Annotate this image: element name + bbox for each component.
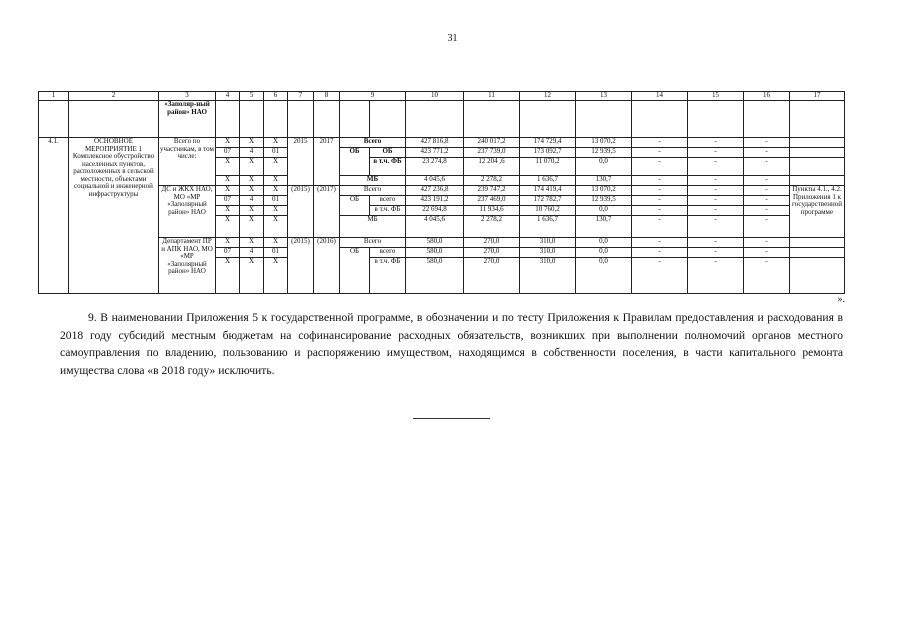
empty-cell xyxy=(406,101,464,138)
empty-cell xyxy=(688,101,744,138)
empty-cell xyxy=(216,101,240,138)
code-cell: 07 xyxy=(216,196,240,206)
code-cell: Х xyxy=(264,258,288,294)
code-cell: Х xyxy=(264,138,288,148)
dash-cell: - xyxy=(632,216,688,238)
item-number: 4.1. xyxy=(39,138,69,294)
amount-cell: 237 739,0 xyxy=(464,148,520,158)
empty-cell xyxy=(632,101,688,138)
amount-cell: 2 278,2 xyxy=(464,216,520,238)
empty-cell xyxy=(264,101,288,138)
amount-cell: 11 070,2 xyxy=(520,158,576,176)
empty-cell xyxy=(790,158,845,176)
empty-cell xyxy=(790,148,845,158)
dash-cell: - xyxy=(632,186,688,196)
funding-source: ОБ xyxy=(340,148,370,176)
budget-table xyxy=(38,91,844,294)
amount-cell: 173 092,7 xyxy=(520,148,576,158)
empty-cell xyxy=(790,176,845,186)
dash-cell: - xyxy=(632,148,688,158)
dash-cell: - xyxy=(688,216,744,238)
amount-cell: 11 934,6 xyxy=(464,206,520,216)
dash-cell: - xyxy=(688,148,744,158)
funding-source: ОБ xyxy=(340,248,370,294)
column-number-2: 2 xyxy=(69,92,159,101)
funding-subsource: в т.ч. ФБ xyxy=(370,258,406,294)
empty-cell xyxy=(790,138,845,148)
reference-note: Пункты 4.1., 4.2. Приложения 1 к государственной программе xyxy=(790,186,845,238)
column-number-10: 10 xyxy=(406,92,464,101)
column-number-7: 7 xyxy=(288,92,314,101)
column-number-8: 8 xyxy=(314,92,340,101)
amount-cell: 22 694,8 xyxy=(406,206,464,216)
amount-cell: 270,0 xyxy=(464,248,520,258)
code-cell: Х xyxy=(216,206,240,216)
end-year: 2017 xyxy=(314,138,340,186)
dash-cell: - xyxy=(688,258,744,294)
funding-source: Всего xyxy=(340,186,406,196)
column-number-6: 6 xyxy=(264,92,288,101)
amount-cell: 174 419,4 xyxy=(520,186,576,196)
code-cell: Х xyxy=(240,258,264,294)
data-row xyxy=(39,238,845,248)
code-cell: Х xyxy=(264,238,288,248)
funding-subsource: ОБ xyxy=(370,148,406,158)
dash-cell: - xyxy=(632,206,688,216)
dash-cell: - xyxy=(632,238,688,248)
start-year: 2015 xyxy=(288,138,314,186)
code-cell: Х xyxy=(216,216,240,238)
dash-cell: - xyxy=(632,248,688,258)
dash-cell: - xyxy=(744,176,790,186)
empty-cell xyxy=(790,258,845,294)
amount-cell: 12 939,5 xyxy=(576,196,632,206)
dash-cell: - xyxy=(688,248,744,258)
empty-cell xyxy=(744,101,790,138)
funding-subsource: всего xyxy=(370,248,406,258)
amount-cell: 130,7 xyxy=(576,216,632,238)
column-number-4: 4 xyxy=(216,92,240,101)
column-number-1: 1 xyxy=(39,92,69,101)
code-cell: 4 xyxy=(240,148,264,158)
amount-cell: 174 729,4 xyxy=(520,138,576,148)
dash-cell: - xyxy=(688,158,744,176)
executor-name: Департамент ПР и АПК НАО, МО «МР «Заполярный район» НАО xyxy=(159,238,216,294)
funding-subsource: в т.ч. ФБ xyxy=(370,158,406,176)
dash-cell: - xyxy=(744,248,790,258)
data-row xyxy=(39,138,845,148)
amount-cell: 580,0 xyxy=(406,258,464,294)
code-cell: Х xyxy=(240,238,264,248)
empty-cell xyxy=(314,101,340,138)
dash-cell: - xyxy=(744,148,790,158)
amount-cell: 0,0 xyxy=(576,258,632,294)
dash-cell: - xyxy=(688,206,744,216)
amount-cell: 10 760,2 xyxy=(520,206,576,216)
dash-cell: - xyxy=(744,258,790,294)
column-number-14: 14 xyxy=(632,92,688,101)
start-year: (2015) xyxy=(288,238,314,294)
amount-cell: 270,0 xyxy=(464,258,520,294)
funding-subsource: в т.ч. ФБ xyxy=(370,206,406,216)
amount-cell: 1 636,7 xyxy=(520,176,576,186)
column-number-3: 3 xyxy=(159,92,216,101)
dash-cell: - xyxy=(744,238,790,248)
amount-cell: 13 070,2 xyxy=(576,186,632,196)
amount-cell: 4 045,6 xyxy=(406,176,464,186)
dash-cell: - xyxy=(688,176,744,186)
amount-cell: 23 274,8 xyxy=(406,158,464,176)
code-cell: 4 xyxy=(240,196,264,206)
amount-cell: 239 747,2 xyxy=(464,186,520,196)
measure-name: ОСНОВНОЕ МЕРОПРИЯТИЕ 1 Комплексное обустройство населенных пунктов, расположенных в сельской местности, объектами социальной и инженерной инфраструктуры xyxy=(69,138,159,294)
executor-name: Всего по участникам, в том числе: xyxy=(159,138,216,186)
dash-cell: - xyxy=(744,138,790,148)
amount-cell: 310,0 xyxy=(520,248,576,258)
code-cell: Х xyxy=(216,238,240,248)
dash-cell: - xyxy=(744,216,790,238)
empty-cell xyxy=(464,101,520,138)
funding-source: Всего xyxy=(340,238,406,248)
amount-cell: 0,0 xyxy=(576,206,632,216)
amount-cell: 12 204 ,6 xyxy=(464,158,520,176)
start-year: (2015) xyxy=(288,186,314,238)
code-cell: 07 xyxy=(216,248,240,258)
amount-cell: 0,0 xyxy=(576,158,632,176)
data-row xyxy=(39,186,845,196)
end-year: (2017) xyxy=(314,186,340,238)
amount-cell: 270,0 xyxy=(464,238,520,248)
code-cell: 01 xyxy=(264,248,288,258)
dash-cell: - xyxy=(632,258,688,294)
amount-cell: 2 278,2 xyxy=(464,176,520,186)
amount-cell: 427 816,8 xyxy=(406,138,464,148)
separator-line xyxy=(413,418,490,419)
code-cell: Х xyxy=(264,158,288,176)
amendment-paragraph: 9. В наименовании Приложения 5 к государственной программе, в обозначении и по тесту Приложения к Правилам предоставления и расходования в 2018 году субсидий местным бюджетам на софинансирование расходных обязательств, возникших при выполнении полномочий органов местного самоуправления по владению, пользованию и распоряжению имуществом, находящимся в собственности поселения, в части капитального ремонта имущества слова «в 2018 году» исключить. xyxy=(60,311,843,377)
column-number-9: 9 xyxy=(340,92,406,101)
code-cell: 07 xyxy=(216,148,240,158)
amount-cell: 0,0 xyxy=(576,238,632,248)
code-cell: Х xyxy=(240,138,264,148)
amount-cell: 423 771,2 xyxy=(406,148,464,158)
amount-cell: 4 045,6 xyxy=(406,216,464,238)
code-cell: Х xyxy=(240,176,264,186)
dash-cell: - xyxy=(632,196,688,206)
dash-cell: - xyxy=(744,206,790,216)
amount-cell: 580,0 xyxy=(406,248,464,258)
amount-cell: 1 636,7 xyxy=(520,216,576,238)
dash-cell: - xyxy=(744,186,790,196)
header-row xyxy=(39,92,845,101)
column-number-15: 15 xyxy=(688,92,744,101)
empty-cell xyxy=(790,101,845,138)
executor-name: ДС и ЖКХ НАО, МО «МР «Заполярный район» НАО xyxy=(159,186,216,238)
dash-cell: - xyxy=(744,158,790,176)
amount-cell: 237 469,0 xyxy=(464,196,520,206)
amount-cell: 12 939,5 xyxy=(576,148,632,158)
column-number-13: 13 xyxy=(576,92,632,101)
empty-cell xyxy=(576,101,632,138)
code-cell: Х xyxy=(216,258,240,294)
empty-cell xyxy=(790,248,845,258)
code-cell: 01 xyxy=(264,148,288,158)
code-cell: Х xyxy=(264,216,288,238)
amount-cell: 130,7 xyxy=(576,176,632,186)
dash-cell: - xyxy=(632,176,688,186)
amount-cell: 310,0 xyxy=(520,258,576,294)
column-number-11: 11 xyxy=(464,92,520,101)
amount-cell: 172 782,7 xyxy=(520,196,576,206)
column-number-16: 16 xyxy=(744,92,790,101)
amount-cell: 423 191,2 xyxy=(406,196,464,206)
column-number-5: 5 xyxy=(240,92,264,101)
amount-cell: 0,0 xyxy=(576,248,632,258)
region-label: «Заполяр-ный район» НАО xyxy=(159,101,216,138)
empty-cell xyxy=(520,101,576,138)
region-row xyxy=(39,101,845,138)
column-number-17: 17 xyxy=(790,92,845,101)
funding-subsource: всего xyxy=(370,196,406,206)
code-cell: Х xyxy=(264,206,288,216)
code-cell: Х xyxy=(240,216,264,238)
amount-cell: 310,0 xyxy=(520,238,576,248)
code-cell: 4 xyxy=(240,248,264,258)
code-cell: Х xyxy=(216,186,240,196)
code-cell: Х xyxy=(240,158,264,176)
code-cell: Х xyxy=(264,176,288,186)
code-cell: 01 xyxy=(264,196,288,206)
empty-cell xyxy=(340,101,370,138)
closing-quote: ». xyxy=(837,294,845,305)
funding-source: МБ xyxy=(340,216,406,238)
end-year: (2016) xyxy=(314,238,340,294)
empty-cell xyxy=(69,101,159,138)
dash-cell: - xyxy=(632,138,688,148)
funding-source: Всего xyxy=(340,138,406,148)
amount-cell: 13 070,2 xyxy=(576,138,632,148)
code-cell: Х xyxy=(216,158,240,176)
empty-cell xyxy=(370,101,406,138)
code-cell: Х xyxy=(240,186,264,196)
column-number-12: 12 xyxy=(520,92,576,101)
amount-cell: 427 236,8 xyxy=(406,186,464,196)
funding-source: ОБ xyxy=(340,196,370,216)
dash-cell: - xyxy=(688,238,744,248)
dash-cell: - xyxy=(688,186,744,196)
dash-cell: - xyxy=(688,196,744,206)
code-cell: Х xyxy=(216,138,240,148)
amount-cell: 580,0 xyxy=(406,238,464,248)
page-number: 31 xyxy=(447,33,458,44)
dash-cell: - xyxy=(744,196,790,206)
empty-cell xyxy=(288,101,314,138)
code-cell: Х xyxy=(264,186,288,196)
code-cell: Х xyxy=(240,206,264,216)
empty-cell xyxy=(790,238,845,248)
funding-source: МБ xyxy=(340,176,406,186)
amount-cell: 240 017,2 xyxy=(464,138,520,148)
empty-cell xyxy=(240,101,264,138)
empty-cell xyxy=(39,101,69,138)
code-cell: Х xyxy=(216,176,240,186)
dash-cell: - xyxy=(688,138,744,148)
dash-cell: - xyxy=(632,158,688,176)
